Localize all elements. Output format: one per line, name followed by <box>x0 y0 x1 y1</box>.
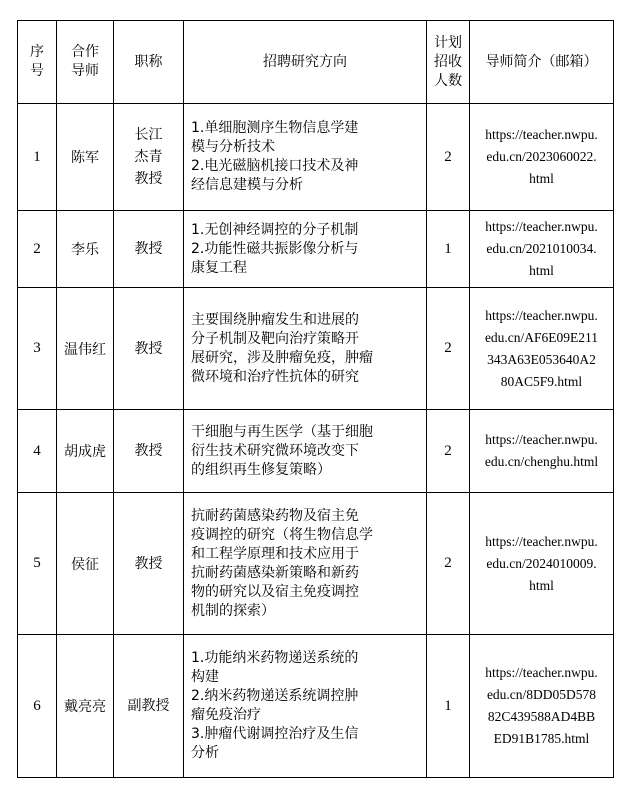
quota: 2 <box>427 104 470 211</box>
mentor-title: 教授 <box>114 410 184 493</box>
table-row <box>18 104 614 211</box>
mentor-title: 教授 <box>114 493 184 635</box>
row-seq: 3 <box>18 288 57 410</box>
mentor-title: 教授 <box>114 211 184 288</box>
mentor-name: 戴亮亮 <box>57 635 114 778</box>
header-title: 职称 <box>114 21 184 104</box>
research-direction: 1.功能纳米药物递送系统的 构建 2.纳米药物递送系统调控肿 瘤免疫治疗 3.肿瘤代谢调控治疗及生信 分析 <box>184 635 427 778</box>
mentor-title: 副教授 <box>114 635 184 778</box>
row-seq: 2 <box>18 211 57 288</box>
row-seq: 6 <box>18 635 57 778</box>
quota: 2 <box>427 410 470 493</box>
recruitment-table <box>17 20 614 778</box>
header-profile: 导师简介（邮箱） <box>470 21 614 104</box>
quota: 1 <box>427 635 470 778</box>
mentor-name: 陈军 <box>57 104 114 211</box>
row-seq: 5 <box>18 493 57 635</box>
mentor-name: 李乐 <box>57 211 114 288</box>
profile-link: https://teacher.nwpu. edu.cn/AF6E09E211 343A63E053640A2 80AC5F9.html <box>470 288 614 410</box>
table-row <box>18 635 614 778</box>
header-mentor: 合作 导师 <box>57 21 114 104</box>
mentor-name: 温伟红 <box>57 288 114 410</box>
profile-link: https://teacher.nwpu. edu.cn/2024010009. html <box>470 493 614 635</box>
header-seq: 序 号 <box>18 21 57 104</box>
header-direction: 招聘研究方向 <box>184 21 427 104</box>
mentor-name: 侯征 <box>57 493 114 635</box>
table-row <box>18 410 614 493</box>
table-row <box>18 493 614 635</box>
profile-link: https://teacher.nwpu. edu.cn/8DD05D578 82C439588AD4BB ED91B1785.html <box>470 635 614 778</box>
mentor-name: 胡成虎 <box>57 410 114 493</box>
research-direction: 1.无创神经调控的分子机制 2.功能性磁共振影像分析与 康复工程 <box>184 211 427 288</box>
quota: 1 <box>427 211 470 288</box>
mentor-title: 长江 杰青 教授 <box>114 104 184 211</box>
profile-link: https://teacher.nwpu. edu.cn/2023060022. html <box>470 104 614 211</box>
quota: 2 <box>427 288 470 410</box>
profile-link: https://teacher.nwpu. edu.cn/2021010034. html <box>470 211 614 288</box>
profile-link: https://teacher.nwpu. edu.cn/chenghu.html <box>470 410 614 493</box>
research-direction: 干细胞与再生医学（基于细胞 衍生技术研究微环境改变下 的组织再生修复策略） <box>184 410 427 493</box>
research-direction: 主要围绕肿瘤发生和进展的 分子机制及靶向治疗策略开 展研究，涉及肿瘤免疫，肿瘤 微环境和治疗性抗体的研究 <box>184 288 427 410</box>
header-row <box>18 21 614 104</box>
mentor-title: 教授 <box>114 288 184 410</box>
row-seq: 1 <box>18 104 57 211</box>
header-quota: 计划 招收 人数 <box>427 21 470 104</box>
research-direction: 1.单细胞测序生物信息学建 模与分析技术 2.电光磁脑机接口技术及神 经信息建模与分析 <box>184 104 427 211</box>
table-row <box>18 211 614 288</box>
quota: 2 <box>427 493 470 635</box>
table-row <box>18 288 614 410</box>
research-direction: 抗耐药菌感染药物及宿主免 疫调控的研究（将生物信息学 和工程学原理和技术应用于 抗耐药菌感染新策略和新药 物的研究以及宿主免疫调控 机制的探索） <box>184 493 427 635</box>
row-seq: 4 <box>18 410 57 493</box>
